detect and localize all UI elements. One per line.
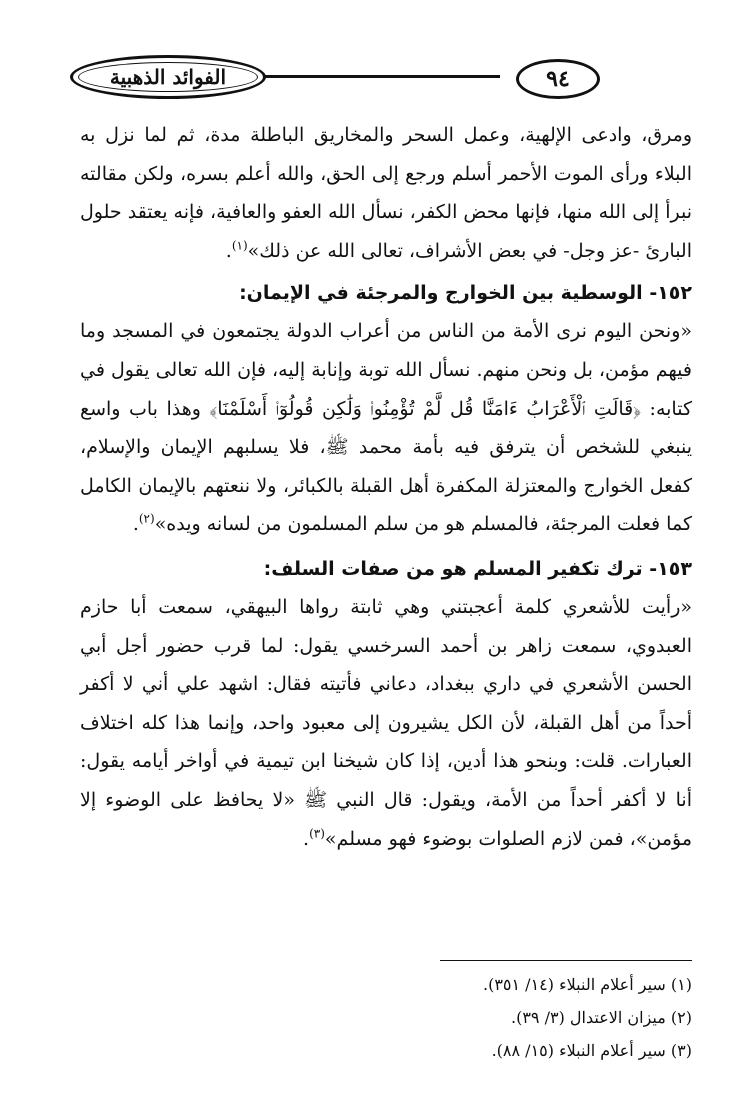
footnote-2: (٢) ميزان الاعتدال (٣/ ٣٩). — [510, 1008, 692, 1027]
paragraph-text: ومرق، وادعى الإلهية، وعمل السحر والمخاريق الباطلة مدة، ثم لما نزل به البلاء ورأى الموت الأحمر أسلم ورجع إلى الحق، والله أعلم بسره، ولكن مقالته نبرأ إلى الله منها، فإنها محض الكفر، نسأل الله العفو والعافية، فإنه يعتقد حلول البارئ -عز وجل- في بعض الأشراف، تعالى الله عن ذلك» — [80, 124, 692, 262]
footnotes — [300, 968, 692, 1067]
footnote-ref-3: (٣) — [309, 826, 325, 841]
footnote-1: (١) سير أعلام النبلاء (١٤/ ٣٥١). — [482, 975, 692, 994]
section-heading-153: ١٥٣- ترك تكفير المسلم هو من صفات السلف: — [263, 557, 692, 580]
footnote-separator — [440, 960, 692, 961]
paragraph-text: «ونحن اليوم نرى الأمة من الناس من أعراب الدولة يجتمعون في المسجد وما فيهم مؤمن، بل ونحن منهم. نسأل الله توبة وإنابة إليه، فإن الله تعالى يقول في كتابه: ﴿قَالَتِ ٱلْأَعْرَابُ ءَامَنَّا قُل لَّمْ تُؤْمِنُوا۟ وَلَٰكِن قُولُوٓا۟ أَسْلَمْنَا﴾ وهذا باب واسع ينبغي للشخص أن يترفق فيه بأمة محمد ﷺ، فلا يسلبهم الإيمان والإسلام، كفعل الخوارج والمعتزلة المكفرة أهل القبلة بالكبائر، ولا ننعتهم بالإيمان الكامل كما فعلت المرجئة، فالمسلم هو من سلم المسلمون من لسانه ويده» — [80, 320, 692, 536]
footnote-ref-1: (١) — [231, 238, 248, 253]
footnote-ref-2: (٢) — [138, 512, 155, 527]
paragraph-text: «رأيت للأشعري كلمة أعجبتني وهي ثابتة رواها البيهقي، سمعت أبا حازم العبدوي، سمعت زاهر بن أحمد السرخسي يقول: لما قرب حضور أجل أبي الحسن الأشعري في داري ببغداد، دعاني فأتيته فقال: اشهد علي أني لا أكفر أحداً من أهل القبلة، لأن الكل يشيرون إلى معبود واحد، وإنما هذا كله اختلاف العبارات. قلت: وبنحو هذا أدين، إذا كان شيخنا ابن تيمية في أواخر أيامه يقول: أنا لا أكفر أحداً من الأمة، ويقول: قال النبي ﷺ «لا يحافظ على الوضوء إلا مؤمن»، فمن لازم الصلوات بوضوء فهو مسلم» — [80, 595, 692, 850]
book-title: الفوائد الذهبية — [109, 65, 227, 89]
page-number-oval — [516, 59, 600, 99]
main-text — [80, 116, 692, 858]
page-number: ٩٤ — [546, 66, 570, 92]
paragraph-153: «رأيت للأشعري كلمة أعجبتني وهي ثابتة رواها البيهقي، سمعت أبا حازم العبدوي، سمعت زاهر بن أحمد السرخسي يقول: لما قرب حضور أجل أبي الحسن الأشعري في داري ببغداد، دعاني فأتيته فقال: اشهد علي أني لا أكفر أحداً من أهل القبلة، لأن الكل يشيرون إلى معبود واحد، وإنما هذا كله اختلاف العبارات. قلت: وبنحو هذا أدين، إذا كان شيخنا ابن تيمية في أواخر أيامه يقول: أنا لا أكفر أحداً من الأمة، ويقول: قال النبي ﷺ «لا يحافظ على الوضوء إلا مؤمن»، فمن لازم الصلوات بوضوء فهو مسلم»$^{(٣)}$. — [80, 595, 692, 850]
page-header — [70, 55, 690, 99]
book-title-oval — [70, 55, 266, 99]
footnote-3: (٣) سير أعلام النبلاء (١٥/ ٨٨). — [491, 1041, 692, 1060]
paragraph-152: «ونحن اليوم نرى الأمة من الناس من أعراب الدولة يجتمعون في المسجد وما فيهم مؤمن، بل ونحن منهم. نسأل الله توبة وإنابة إليه، فإن الله تعالى يقول في كتابه: ﴿قَالَتِ ٱلْأَعْرَابُ ءَامَنَّا قُل لَّمْ تُؤْمِنُوا۟ وَلَٰكِن قُولُوٓا۟ أَسْلَمْنَا﴾ وهذا باب واسع ينبغي للشخص أن يترفق فيه بأمة محمد ﷺ، فلا يسلبهم الإيمان والإسلام، كفعل الخوارج والمعتزلة المكفرة أهل القبلة بالكبائر، ولا ننعتهم بالإيمان الكامل كما فعلت المرجئة، فالمسلم هو من سلم المسلمون من لسانه ويده»$^{(٢)}$. — [80, 320, 692, 536]
section-heading-152: ١٥٢- الوسطية بين الخوارج والمرجئة في الإيمان: — [239, 282, 692, 305]
title-oval-inner-border — [78, 62, 258, 92]
paragraph-continued: ومرق، وادعى الإلهية، وعمل السحر والمخاريق الباطلة مدة، ثم لما نزل به البلاء ورأى الموت الأحمر أسلم ورجع إلى الحق، والله أعلم بسره، ولكن مقالته نبرأ إلى الله منها، فإنها محض الكفر، نسأل الله العفو والعافية، فإنه يعتقد حلول البارئ -عز وجل- في بعض الأشراف، تعالى الله عن ذلك»$^{(١)}$. — [80, 124, 692, 262]
